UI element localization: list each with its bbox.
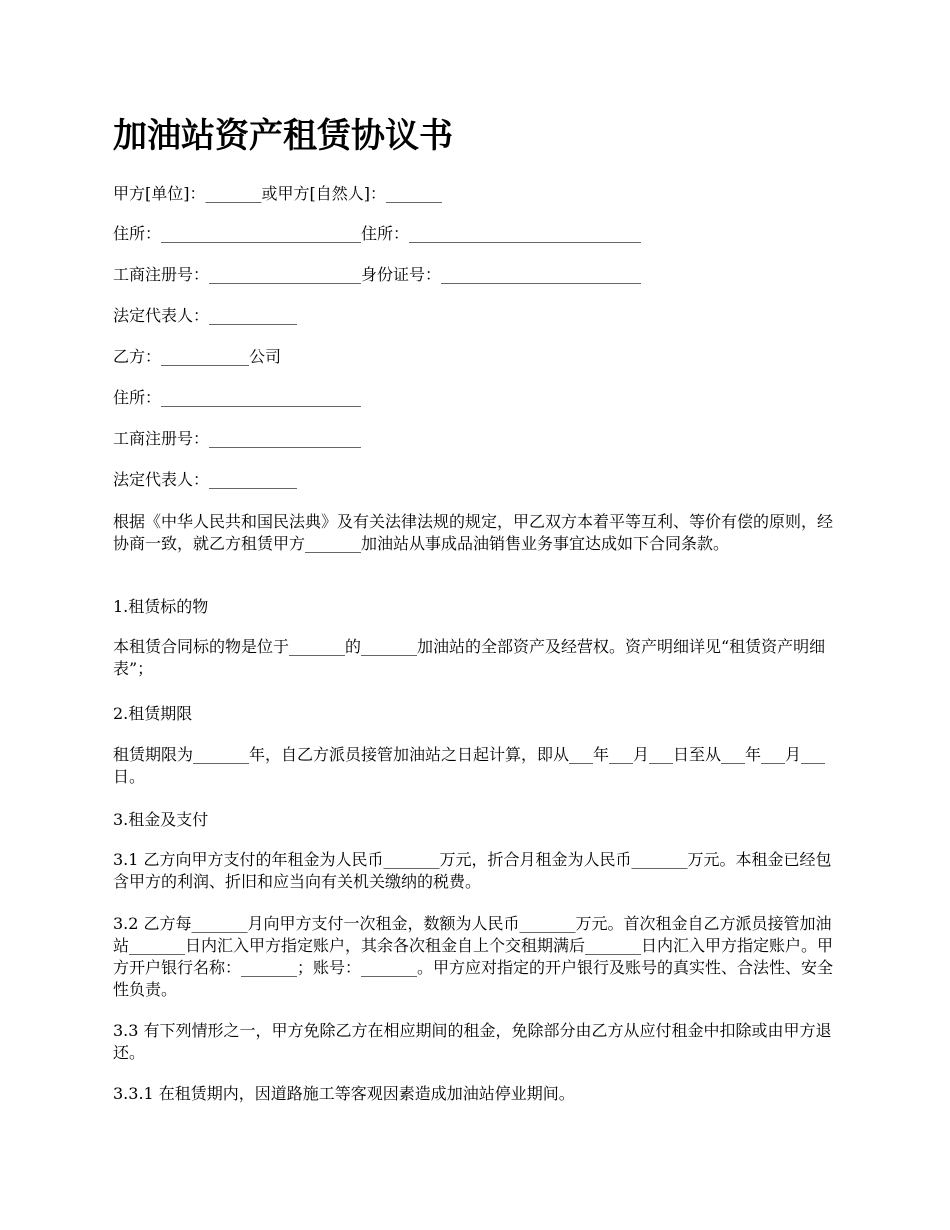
- section-heading: 1.租赁标的物: [113, 597, 209, 616]
- party-b-header: 乙方：___________公司: [113, 347, 282, 366]
- party-a-address: 住所：_________________________住所：_____________________________: [113, 224, 642, 243]
- clause-paragraph: 3.3 有下列情形之一，甲方免除乙方在相应期间的租金，免除部分由乙方从应付租金中扣除或由甲方退还。: [113, 1021, 832, 1062]
- clause-paragraph: 3.1 乙方向甲方支付的年租金为人民币_______万元，折合月租金为人民币_______万元。本租金已经包含甲方的利润、折旧和应当向有关机关缴纳的税费。: [113, 850, 832, 891]
- clause-paragraph: 3.3.1 在租赁期内，因道路施工等客观因素造成加油站停业期间。: [113, 1084, 575, 1103]
- party-a-legal-rep: 法定代表人：___________: [113, 306, 298, 325]
- section-body: 本租赁合同标的物是位于_______的_______加油站的全部资产及经营权。资产明细详见“租赁资产明细表”；: [113, 637, 826, 678]
- party-b-address: 住所：_________________________: [113, 388, 362, 407]
- party-a-registration: 工商注册号：___________________身份证号：_________________________: [113, 265, 642, 284]
- section-heading: 2.租赁期限: [113, 704, 193, 723]
- party-a-header: 甲方[单位]：_______或甲方[自然人]：_______: [113, 184, 442, 203]
- party-b-legal-rep: 法定代表人：___________: [113, 470, 298, 489]
- section-body: 租赁期限为_______年，自乙方派员接管加油站之日起计算，即从___年___月___日至从___年___月___日。: [113, 745, 826, 786]
- document-title: 加油站资产租赁协议书: [113, 116, 453, 156]
- clause-paragraph: 3.2 乙方每_______月向甲方支付一次租金，数额为人民币_______万元。首次租金自乙方派员接管加油站_______日内汇入甲方指定账户，其余各次租金自上个交租期满后_______日内汇入甲方指定账户。甲方开户银行名称：_______；账号：_______。甲方应对指定的开户银行及账号的真实性、合法性、安全性负责。: [113, 914, 834, 999]
- party-b-registration: 工商注册号：___________________: [113, 429, 362, 448]
- preamble-paragraph: 根据《中华人民共和国民法典》及有关法律法规的规定，甲乙双方本着平等互利、等价有偿的原则，经协商一致，就乙方租赁甲方_______加油站从事成品油销售业务事宜达成如下合同条款。: [113, 512, 834, 553]
- section-heading: 3.租金及支付: [113, 810, 209, 829]
